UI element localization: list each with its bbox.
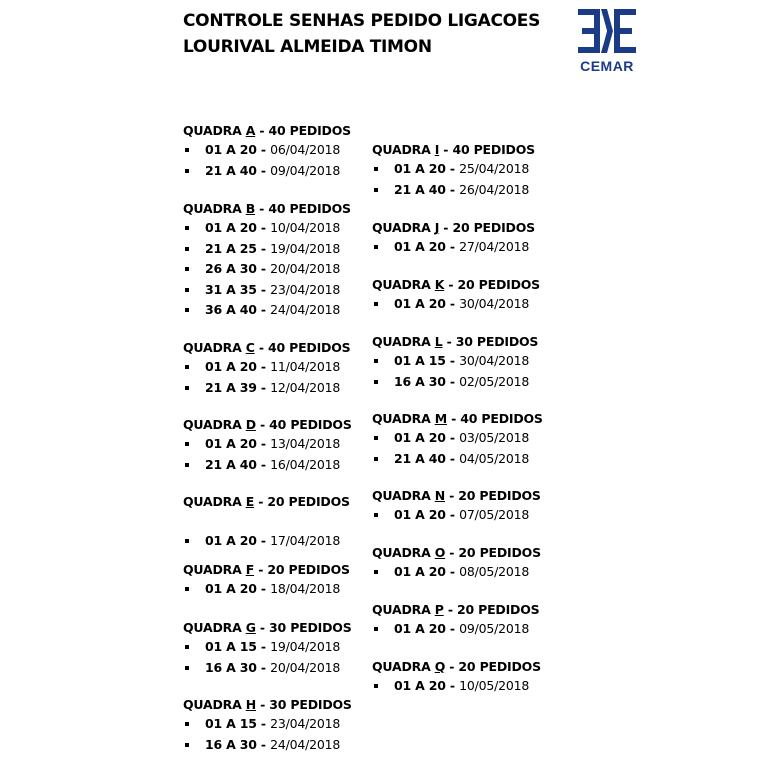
bullet-icon <box>374 188 378 192</box>
bullet-icon <box>185 169 189 173</box>
item-range: 21 A 39 - <box>205 379 271 395</box>
item-range: 01 A 20 - <box>205 436 271 451</box>
quadra-letter: Q <box>434 659 446 674</box>
bullet-icon <box>185 645 189 649</box>
quadra-heading-count: - 40 PEDIDOS <box>255 123 351 138</box>
bullet-icon <box>374 167 378 171</box>
quadra-block-n <box>372 486 541 526</box>
quadra-heading-prefix: QUADRA <box>372 220 435 235</box>
list-item <box>183 531 350 552</box>
quadra-heading-prefix: QUADRA <box>372 602 435 617</box>
list-item <box>183 357 350 378</box>
list-item <box>183 239 351 260</box>
item-date: 18/04/2018 <box>270 581 341 596</box>
item-date: 26/04/2018 <box>459 181 530 197</box>
list-item <box>372 676 541 697</box>
item-range: 21 A 25 - <box>205 240 271 256</box>
item-date: 04/05/2018 <box>459 450 530 466</box>
quadra-block-d <box>183 415 352 475</box>
bullet-icon <box>185 587 189 591</box>
quadra-letter: H <box>245 697 256 712</box>
item-date: 11/04/2018 <box>270 359 341 374</box>
quadra-heading-count: - 40 PEDIDOS <box>255 417 352 432</box>
quadra-heading <box>183 121 351 140</box>
quadra-heading <box>183 560 350 579</box>
list-item <box>183 434 352 455</box>
quadra-block-p <box>372 600 539 640</box>
list-item <box>183 259 351 280</box>
list-item <box>372 159 535 180</box>
quadra-letter: F <box>245 562 255 577</box>
list-item <box>372 505 541 526</box>
item-date: 10/04/2018 <box>270 220 341 235</box>
list-item <box>372 619 539 640</box>
quadra-letter: D <box>245 417 256 432</box>
quadra-heading-count: - 20 PEDIDOS <box>444 277 540 292</box>
quadra-heading-count: - 30 PEDIDOS <box>255 620 352 635</box>
quadra-block-e <box>183 492 350 552</box>
bullet-icon <box>374 359 378 363</box>
quadra-heading <box>372 600 539 619</box>
bullet-icon <box>185 288 189 292</box>
quadra-heading-count: - 20 PEDIDOS <box>445 659 541 674</box>
quadra-heading <box>372 486 541 505</box>
item-date: 07/05/2018 <box>459 507 530 522</box>
list-item <box>183 378 350 399</box>
quadra-heading-prefix: QUADRA <box>183 201 246 216</box>
item-date: 13/04/2018 <box>270 436 341 451</box>
title-line-2: LOURIVAL ALMEIDA TIMON <box>183 37 432 57</box>
quadra-heading-count: - 30 PEDIDOS <box>442 334 539 349</box>
bullet-icon <box>185 226 189 230</box>
bullet-icon <box>185 722 189 726</box>
quadra-heading <box>183 695 352 714</box>
quadra-block-o <box>372 543 541 583</box>
list-item <box>372 294 540 315</box>
list-item <box>183 218 351 239</box>
quadra-letter: C <box>245 340 255 355</box>
bullet-icon <box>185 247 189 251</box>
quadra-heading-prefix: QUADRA <box>372 142 435 157</box>
quadra-heading-count: - 20 PEDIDOS <box>443 602 540 617</box>
quadra-heading-prefix: QUADRA <box>183 340 246 355</box>
bullet-icon <box>185 539 189 543</box>
quadra-heading-prefix: QUADRA <box>372 334 435 349</box>
quadra-heading-count: - 20 PEDIDOS <box>444 488 541 503</box>
item-date: 30/04/2018 <box>459 353 530 368</box>
item-range: 01 A 15 - <box>205 639 271 654</box>
quadra-letter: E <box>245 494 255 509</box>
quadra-block-j <box>372 218 535 258</box>
quadra-heading <box>372 140 535 159</box>
item-date: 16/04/2018 <box>270 456 341 472</box>
item-range: 01 A 20 - <box>394 239 460 254</box>
quadra-heading <box>372 332 538 351</box>
quadra-heading <box>372 543 541 562</box>
item-date: 10/05/2018 <box>459 678 530 693</box>
bullet-icon <box>185 743 189 747</box>
quadra-letter: L <box>434 334 443 349</box>
bullet-icon <box>374 457 378 461</box>
item-range: 01 A 20 - <box>394 296 460 311</box>
item-range: 01 A 20 - <box>394 678 460 693</box>
quadra-heading-count: - 40 PEDIDOS <box>446 411 543 426</box>
list-item <box>372 562 541 583</box>
item-date: 08/05/2018 <box>459 564 530 579</box>
item-date: 24/04/2018 <box>270 736 341 752</box>
list-item <box>372 237 535 258</box>
item-range: 16 A 30 - <box>394 373 460 389</box>
item-date: 23/04/2018 <box>270 716 341 731</box>
quadra-block-g <box>183 618 352 678</box>
bullet-icon <box>374 513 378 517</box>
quadra-heading-count: - 20 PEDIDOS <box>445 545 541 560</box>
quadra-block-b <box>183 199 351 321</box>
item-range: 01 A 15 - <box>394 353 460 368</box>
quadra-heading <box>183 338 350 357</box>
item-range: 01 A 20 - <box>394 430 460 445</box>
quadra-heading-count: - 40 PEDIDOS <box>254 340 351 355</box>
quadra-heading-count: - 20 PEDIDOS <box>439 220 535 235</box>
quadra-heading-count: - 40 PEDIDOS <box>439 142 535 157</box>
quadra-heading <box>183 199 351 218</box>
item-date: 02/05/2018 <box>459 373 530 389</box>
item-range: 16 A 30 - <box>205 659 271 675</box>
quadra-heading-count: - 30 PEDIDOS <box>255 697 352 712</box>
quadra-heading-prefix: QUADRA <box>183 494 246 509</box>
item-date: 19/04/2018 <box>270 639 341 654</box>
quadra-letter: N <box>434 488 445 503</box>
list-item <box>183 714 352 735</box>
list-item <box>372 372 538 393</box>
cemar-logo <box>572 6 642 78</box>
quadra-heading-count: - 20 PEDIDOS <box>254 562 350 577</box>
bullet-icon <box>374 380 378 384</box>
quadra-block-l <box>372 332 538 392</box>
item-date: 12/04/2018 <box>270 379 341 395</box>
item-date: 20/04/2018 <box>270 659 341 675</box>
item-date: 27/04/2018 <box>459 239 530 254</box>
quadra-heading-count: - 40 PEDIDOS <box>255 201 351 216</box>
bullet-icon <box>374 627 378 631</box>
bullet-icon <box>374 245 378 249</box>
item-date: 30/04/2018 <box>459 296 530 311</box>
item-date: 20/04/2018 <box>270 261 341 276</box>
cemar-logo-icon <box>572 6 642 58</box>
quadra-block-f <box>183 560 350 600</box>
item-date: 09/05/2018 <box>459 621 530 636</box>
quadra-heading-prefix: QUADRA <box>183 123 246 138</box>
item-date: 25/04/2018 <box>459 161 530 176</box>
list-item <box>183 280 351 301</box>
quadra-block-h <box>183 695 352 755</box>
item-date: 03/05/2018 <box>459 430 530 445</box>
quadra-heading <box>372 409 543 428</box>
item-range: 01 A 20 - <box>205 533 271 548</box>
item-range: 01 A 20 - <box>394 621 460 636</box>
list-item <box>183 455 352 476</box>
bullet-icon <box>185 148 189 152</box>
bullet-icon <box>185 442 189 446</box>
item-date: 24/04/2018 <box>270 302 341 317</box>
item-range: 01 A 20 - <box>394 507 460 522</box>
quadra-letter: I <box>434 142 440 157</box>
bullet-icon <box>374 570 378 574</box>
quadra-block-q <box>372 657 541 697</box>
list-item <box>372 428 543 449</box>
list-item <box>372 351 538 372</box>
item-range: 21 A 40 - <box>394 181 460 197</box>
item-range: 21 A 40 - <box>394 450 460 466</box>
quadra-heading-prefix: QUADRA <box>372 411 435 426</box>
quadra-heading <box>372 275 540 294</box>
item-range: 01 A 20 - <box>205 581 271 596</box>
item-range: 31 A 35 - <box>205 281 271 297</box>
quadra-letter: J <box>434 220 440 235</box>
quadra-heading-prefix: QUADRA <box>183 562 246 577</box>
item-range: 01 A 20 - <box>205 220 271 235</box>
item-date: 23/04/2018 <box>270 281 341 297</box>
list-item <box>183 300 351 321</box>
item-range: 01 A 20 - <box>394 161 460 176</box>
item-range: 21 A 40 - <box>205 456 271 472</box>
quadra-heading-prefix: QUADRA <box>372 488 435 503</box>
item-range: 26 A 30 - <box>205 261 271 276</box>
list-item <box>372 449 543 470</box>
bullet-icon <box>185 308 189 312</box>
quadra-block-m <box>372 409 543 469</box>
quadra-heading-prefix: QUADRA <box>372 659 435 674</box>
item-range: 16 A 30 - <box>205 736 271 752</box>
quadra-block-i <box>372 140 535 200</box>
quadra-block-k <box>372 275 540 315</box>
quadra-heading <box>183 415 352 434</box>
quadra-heading-prefix: QUADRA <box>183 417 246 432</box>
item-date: 09/04/2018 <box>270 162 341 178</box>
item-date: 06/04/2018 <box>270 142 341 157</box>
document-title <box>183 8 540 60</box>
quadra-heading-count: - 20 PEDIDOS <box>254 494 350 509</box>
title-line-1: CONTROLE SENHAS PEDIDO LIGACOES <box>183 11 541 31</box>
bullet-icon <box>185 267 189 271</box>
item-range: 36 A 40 - <box>205 302 271 317</box>
list-item <box>183 140 351 161</box>
cemar-logo-text: CEMAR <box>580 58 634 74</box>
bullet-icon <box>374 436 378 440</box>
item-date: 19/04/2018 <box>270 240 341 256</box>
list-item <box>183 579 350 600</box>
list-item <box>183 735 352 756</box>
quadra-letter: B <box>245 201 256 216</box>
bullet-icon <box>374 302 378 306</box>
list-item <box>183 658 352 679</box>
list-item <box>372 180 535 201</box>
item-date: 17/04/2018 <box>270 533 341 548</box>
bullet-icon <box>374 684 378 688</box>
quadra-block-c <box>183 338 350 398</box>
bullet-icon <box>185 386 189 390</box>
quadra-letter: M <box>434 411 447 426</box>
item-range: 21 A 40 - <box>205 162 271 178</box>
list-item <box>183 637 352 658</box>
quadra-heading <box>183 492 350 511</box>
quadra-letter: K <box>434 277 445 292</box>
quadra-letter: G <box>245 620 256 635</box>
quadra-heading-prefix: QUADRA <box>372 277 435 292</box>
quadra-letter: O <box>434 545 446 560</box>
quadra-heading-prefix: QUADRA <box>372 545 435 560</box>
quadra-heading-prefix: QUADRA <box>183 620 246 635</box>
list-item <box>183 161 351 182</box>
quadra-heading <box>372 657 541 676</box>
bullet-icon <box>185 365 189 369</box>
bullet-icon <box>185 666 189 670</box>
item-range: 01 A 20 - <box>205 359 271 374</box>
quadra-heading <box>183 618 352 637</box>
quadra-letter: A <box>245 123 256 138</box>
quadra-block-a <box>183 121 351 181</box>
bullet-icon <box>185 463 189 467</box>
quadra-heading <box>372 218 535 237</box>
item-range: 01 A 20 - <box>394 564 460 579</box>
quadra-heading-prefix: QUADRA <box>183 697 246 712</box>
item-range: 01 A 20 - <box>205 142 271 157</box>
quadra-letter: P <box>434 602 444 617</box>
item-range: 01 A 15 - <box>205 716 271 731</box>
